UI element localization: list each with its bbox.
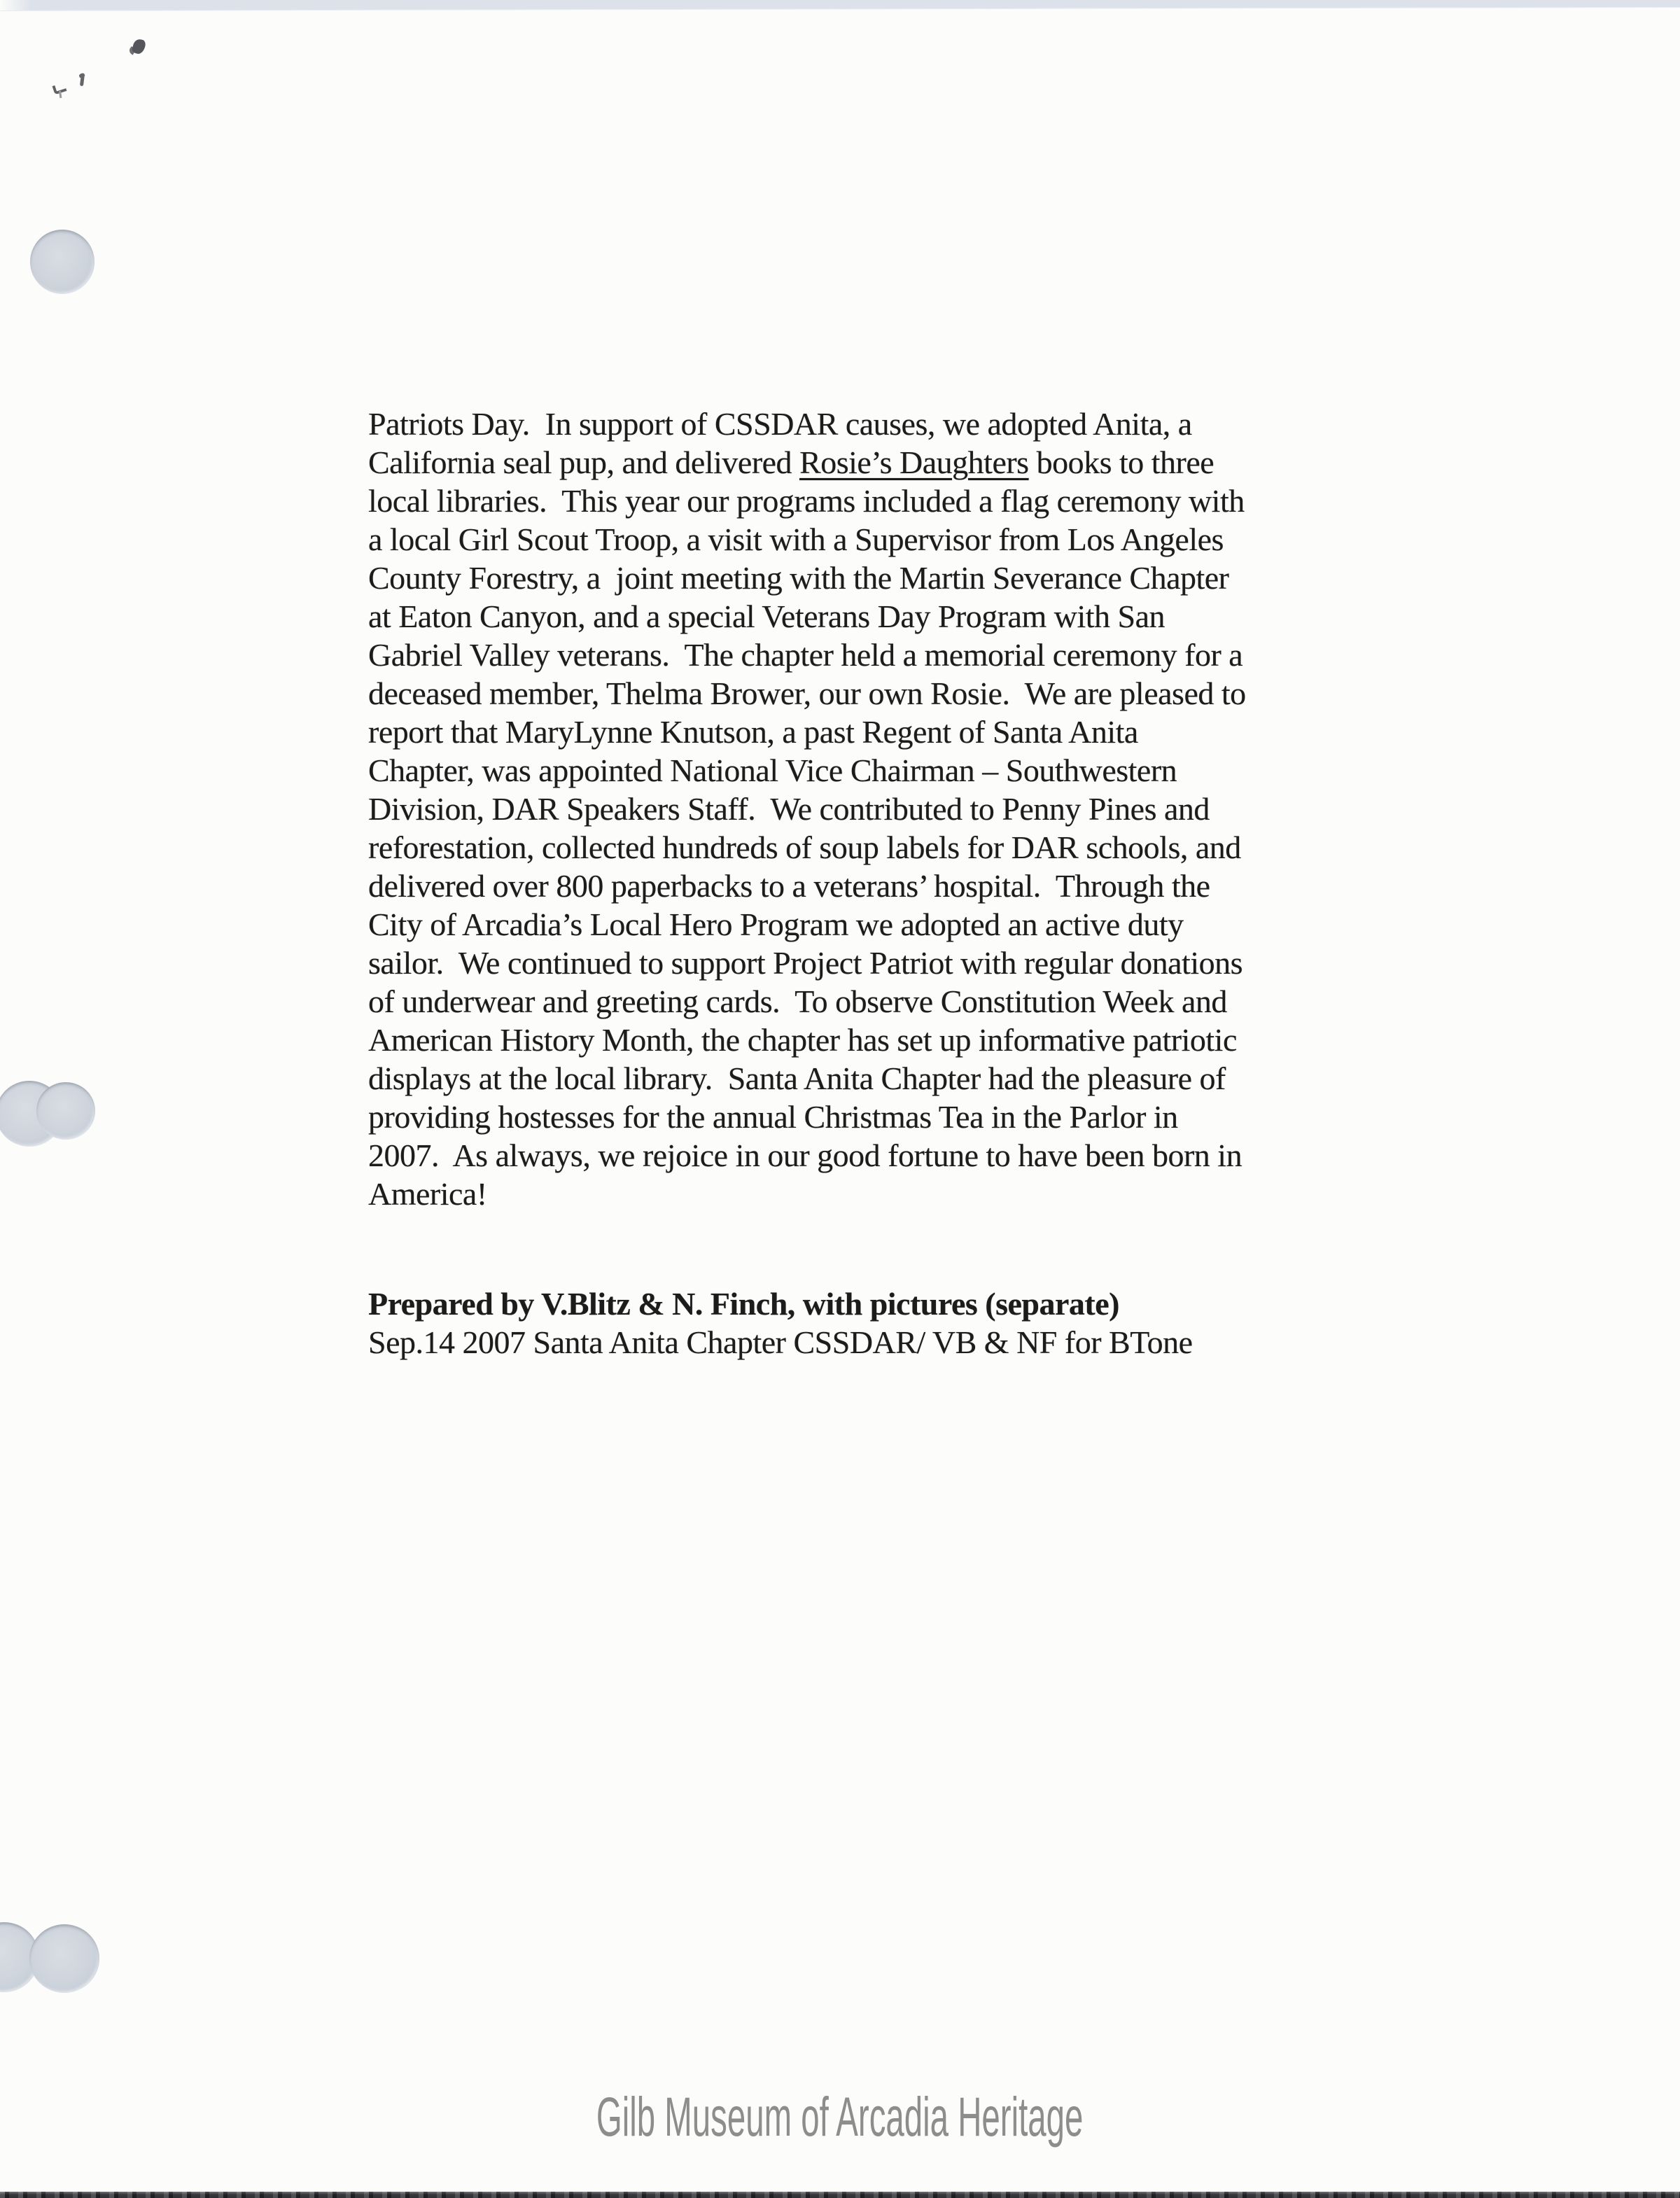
text-segment: local libraries. This year our programs included a flag ceremony with (368, 483, 1245, 519)
body-paragraph (368, 405, 1246, 1213)
text-segment: providing hostesses for the annual Christmas Tea in the Parlor in (368, 1099, 1178, 1135)
scanner-edge-band-bottom (0, 2192, 1680, 2198)
document-line (368, 982, 1246, 1021)
prepared-by-line: Prepared by V.Blitz & N. Finch, with pictures (separate) (368, 1286, 1119, 1322)
document-line (368, 1175, 1246, 1213)
hole-punch-bottom-right (29, 1924, 99, 1993)
document-line (368, 674, 1246, 713)
document-line (368, 559, 1246, 597)
text-segment: County Forestry, a joint meeting with the Martin Severance Chapter (368, 560, 1229, 596)
document-line (368, 597, 1246, 636)
text-segment: report that MaryLynne Knutson, a past Regent of Santa Anita (368, 714, 1138, 750)
document-line (368, 713, 1246, 751)
text-segment: reforestation, collected hundreds of soup labels for DAR schools, and (368, 830, 1241, 865)
document-line (368, 867, 1246, 905)
text-segment: 2007. As always, we rejoice in our good fortune to have been born in (368, 1138, 1242, 1173)
text-segment: of underwear and greeting cards. To observe Constitution Week and (368, 983, 1227, 1019)
text-segment: sailor. We continued to support Project Patriot with regular donations (368, 945, 1243, 981)
date-credit-line: Sep.14 2007 Santa Anita Chapter CSSDAR/ VB & NF for BTone (368, 1324, 1193, 1360)
document-line (368, 443, 1246, 482)
text-segment: a local Girl Scout Troop, a visit with a Supervisor from Los Angeles (368, 522, 1224, 557)
watermark-container (0, 2086, 1680, 2148)
hole-punch-middle-right (36, 1082, 95, 1140)
text-segment: Gabriel Valley veterans. The chapter held a memorial ceremony for a (368, 637, 1243, 673)
text-segment: Patriots Day. In support of CSSDAR causes, we adopted Anita, a (368, 406, 1192, 442)
document-line (368, 751, 1246, 790)
underlined-phrase: Rosie’s Daughters (799, 444, 1029, 480)
text-segment: Division, DAR Speakers Staff. We contributed to Penny Pines and (368, 791, 1210, 827)
text-segment: delivered over 800 paperbacks to a veterans’ hospital. Through the (368, 868, 1210, 904)
text-segment: at Eaton Canyon, and a special Veterans Day Program with San (368, 598, 1166, 634)
scan-speck-tick (80, 74, 85, 86)
document-body (368, 405, 1246, 1362)
document-line (368, 944, 1246, 982)
prepared-by-block (368, 1284, 1246, 1362)
document-line (368, 790, 1246, 828)
text-segment: City of Arcadia’s Local Hero Program we adopted an active duty (368, 906, 1184, 942)
document-line (368, 520, 1246, 559)
document-line (368, 905, 1246, 944)
document-line (368, 1098, 1246, 1136)
scan-speck-check (52, 83, 66, 95)
document-line (368, 1021, 1246, 1059)
document-line (368, 828, 1246, 867)
document-line (368, 1136, 1246, 1175)
museum-watermark: Gilb Museum of Arcadia Heritage (596, 2085, 1084, 2148)
document-line (368, 482, 1246, 520)
text-segment: American History Month, the chapter has set up informative patriotic (368, 1022, 1237, 1058)
scanner-edge-band-top (0, 0, 1680, 11)
document-line (368, 1059, 1246, 1098)
text-segment: Chapter, was appointed National Vice Chairman – Southwestern (368, 752, 1177, 788)
text-segment: America! (368, 1176, 487, 1212)
text-segment: deceased member, Thelma Brower, our own Rosie. We are pleased to (368, 676, 1246, 711)
scan-speck-comma (132, 38, 147, 55)
hole-punch-top (30, 230, 94, 294)
document-line (368, 405, 1246, 443)
document-line (368, 636, 1246, 674)
text-segment: displays at the local library. Santa Anita Chapter had the pleasure of (368, 1060, 1226, 1096)
text-segment: California seal pup, and delivered (368, 444, 800, 480)
text-segment: books to three (1028, 444, 1214, 480)
